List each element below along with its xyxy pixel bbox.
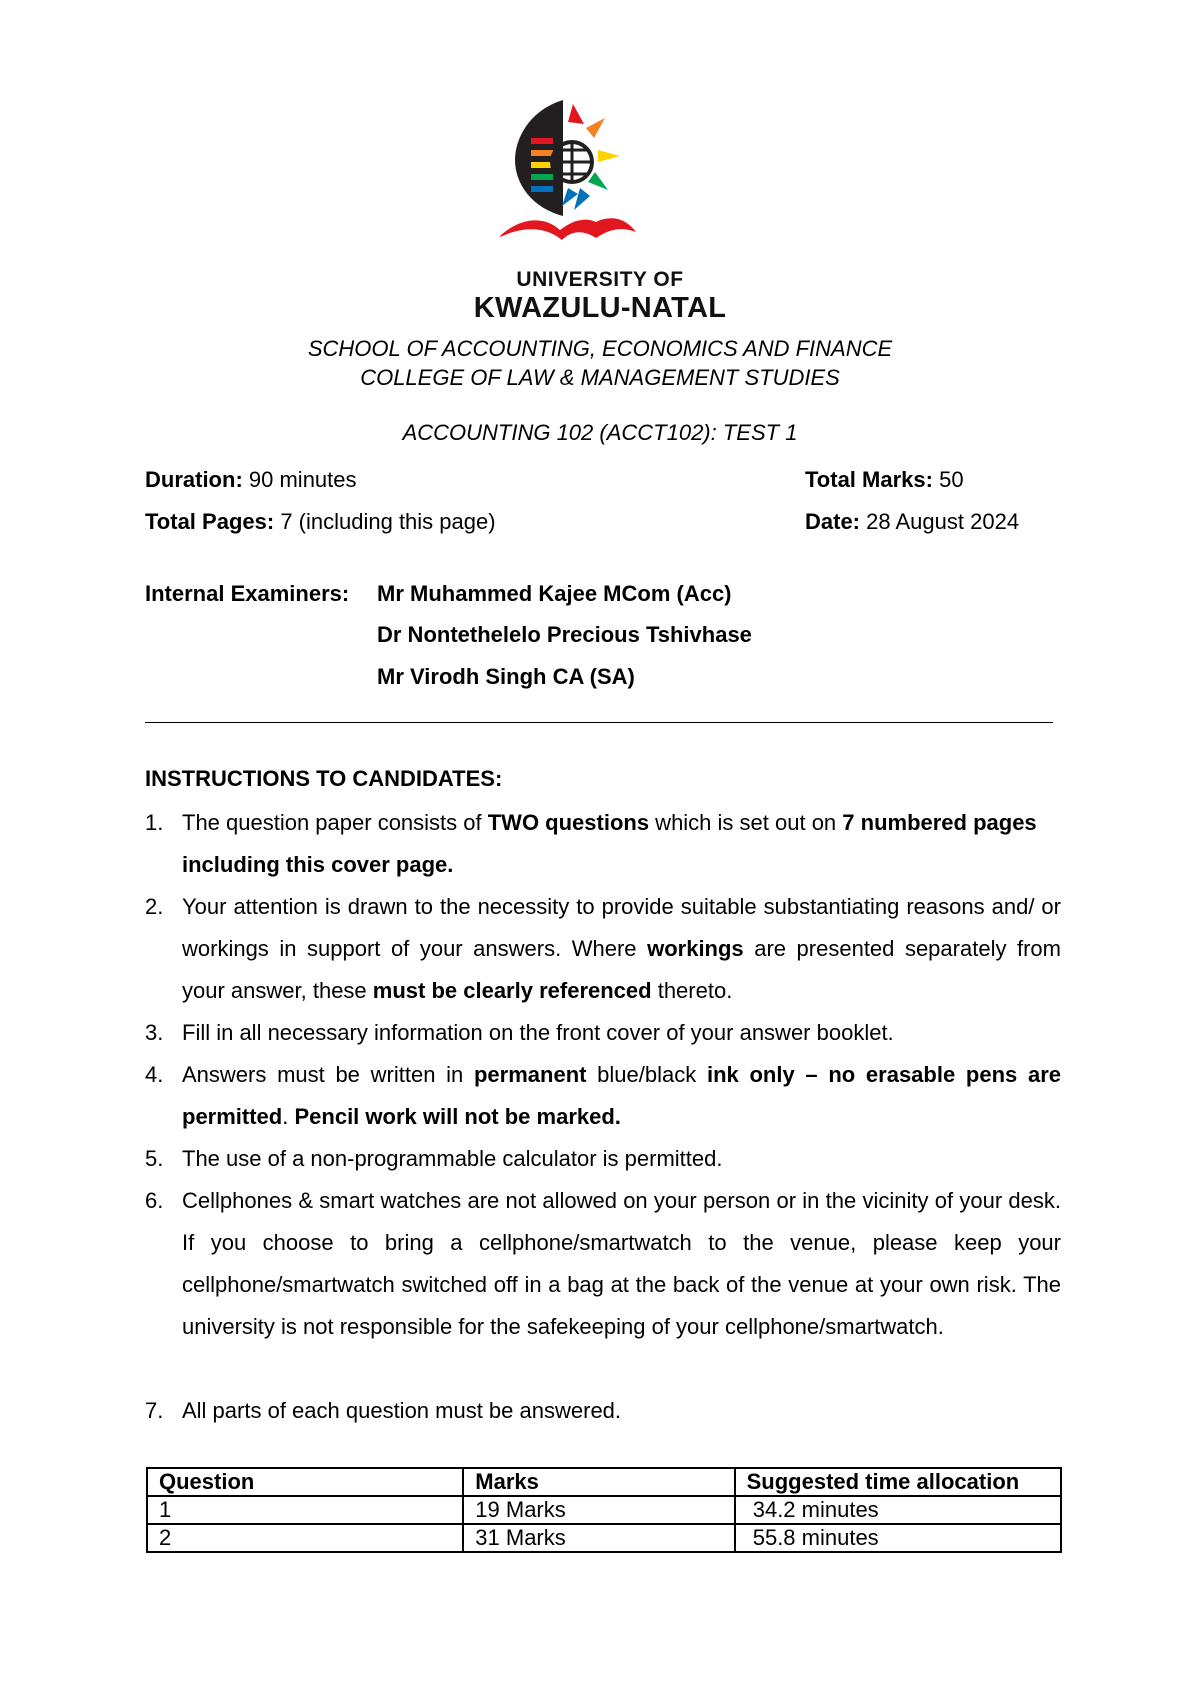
total-marks-value: 50 <box>939 467 964 492</box>
column-header: Suggested time allocation <box>735 1468 1061 1496</box>
total-pages <box>145 509 496 535</box>
table-cell: 55.8 minutes <box>735 1524 1061 1552</box>
date-label: Date: <box>805 509 861 534</box>
emphasis-text: must be clearly referenced <box>372 978 652 1003</box>
examiner-name: Mr Muhammed Kajee MCom (Acc) <box>377 581 732 606</box>
table-cell: 1 <box>147 1496 463 1524</box>
university-name-line2: KWAZULU-NATAL <box>473 292 727 324</box>
examiners-label: Internal Examiners: <box>145 581 350 606</box>
instruction-text <box>182 1054 1061 1138</box>
instruction-text <box>182 886 1061 1012</box>
instruction-text <box>182 1180 1061 1348</box>
instruction-item <box>145 1138 1061 1180</box>
instruction-item <box>145 1180 1061 1348</box>
text-run: are presented separately from your answer, these <box>182 936 1061 1003</box>
instruction-number: 6. <box>145 1188 164 1213</box>
college-name: COLLEGE OF LAW & MANAGEMENT STUDIES <box>360 365 840 390</box>
instruction-text <box>182 1012 1061 1054</box>
column-header: Marks <box>463 1468 734 1496</box>
text-run: . <box>282 1104 295 1129</box>
instruction-number: 3. <box>145 1020 164 1045</box>
table-cell: 2 <box>147 1524 463 1552</box>
table-cell: 34.2 minutes <box>735 1496 1061 1524</box>
instruction-item <box>145 1054 1061 1138</box>
instruction-item <box>145 1012 1061 1054</box>
text-run: The question paper consists of <box>182 810 488 835</box>
examiner-name: Dr Nontethelelo Precious Tshivhase <box>377 622 752 647</box>
ukzn-crest-icon <box>500 98 700 263</box>
total-pages-label: Total Pages: <box>145 509 275 534</box>
instruction-item <box>145 802 1061 886</box>
text-run: Answers must be written in <box>182 1062 474 1087</box>
total-pages-value: 7 (including this page) <box>280 509 496 534</box>
text-run: The use of a non-programmable calculator is permitted. <box>182 1146 723 1171</box>
instructions-title: INSTRUCTIONS TO CANDIDATES: <box>145 766 503 791</box>
time-allocation-table <box>146 1467 1062 1553</box>
table-header-row <box>147 1468 1061 1496</box>
instruction-text <box>182 1390 1061 1432</box>
text-run: which is set out on <box>649 810 843 835</box>
instruction-text <box>182 802 1061 886</box>
university-name-line1: UNIVERSITY OF <box>516 268 684 291</box>
exam-date <box>805 509 1019 535</box>
instruction-number: 4. <box>145 1062 164 1087</box>
total-marks <box>805 467 964 493</box>
text-run: Cellphones & smart watches are not allowed on your person or in the vicinity of your desk. If you choose to bring a cellphone/smartwatch to the venue, please keep your cellphone/smartwatch switched off in a bag at the back of the venue at your own risk. The university is not responsible for the safekeeping of your cellphone/smartwatch. <box>182 1188 1061 1339</box>
emphasis-text: ink only – no erasable pens are permitted <box>182 1062 1062 1129</box>
instruction-number: 2. <box>145 894 164 919</box>
emphasis-text: permanent <box>473 1062 587 1087</box>
test-title: ACCOUNTING 102 (ACCT102): TEST 1 <box>402 420 798 445</box>
table-row <box>147 1524 1061 1552</box>
table-row <box>147 1496 1061 1524</box>
instruction-item <box>145 886 1061 1012</box>
divider-line <box>145 722 1053 723</box>
emphasis-text: Pencil work will not be marked. <box>294 1104 621 1129</box>
duration-value: 90 minutes <box>248 467 357 492</box>
examiner-name: Mr Virodh Singh CA (SA) <box>377 664 635 689</box>
emphasis-text: 7 numbered pages including this cover page. <box>182 810 1037 877</box>
total-marks-label: Total Marks: <box>805 467 933 492</box>
date-value: 28 August 2024 <box>866 509 1020 534</box>
text-run: blue/black <box>586 1062 707 1087</box>
column-header: Question <box>147 1468 463 1496</box>
text-run: Your attention is drawn to the necessity to provide suitable substantiating reasons and/ or workings in support of your answers. Where <box>182 894 1061 961</box>
emphasis-text: TWO questions <box>487 810 650 835</box>
instruction-number: 1. <box>145 810 164 835</box>
text-run: Fill in all necessary information on the front cover of your answer booklet. <box>182 1020 894 1045</box>
instruction-item <box>145 1390 1061 1432</box>
instruction-text <box>182 1138 1061 1180</box>
duration <box>145 467 357 493</box>
instruction-number: 7. <box>145 1398 164 1423</box>
emphasis-text: workings <box>647 936 744 961</box>
instruction-number: 5. <box>145 1146 164 1171</box>
table-cell: 31 Marks <box>463 1524 734 1552</box>
table-cell: 19 Marks <box>463 1496 734 1524</box>
school-name: SCHOOL OF ACCOUNTING, ECONOMICS AND FINANCE <box>307 336 893 361</box>
duration-label: Duration: <box>145 467 243 492</box>
text-run: All parts of each question must be answered. <box>182 1398 622 1423</box>
text-run: thereto. <box>651 978 733 1003</box>
